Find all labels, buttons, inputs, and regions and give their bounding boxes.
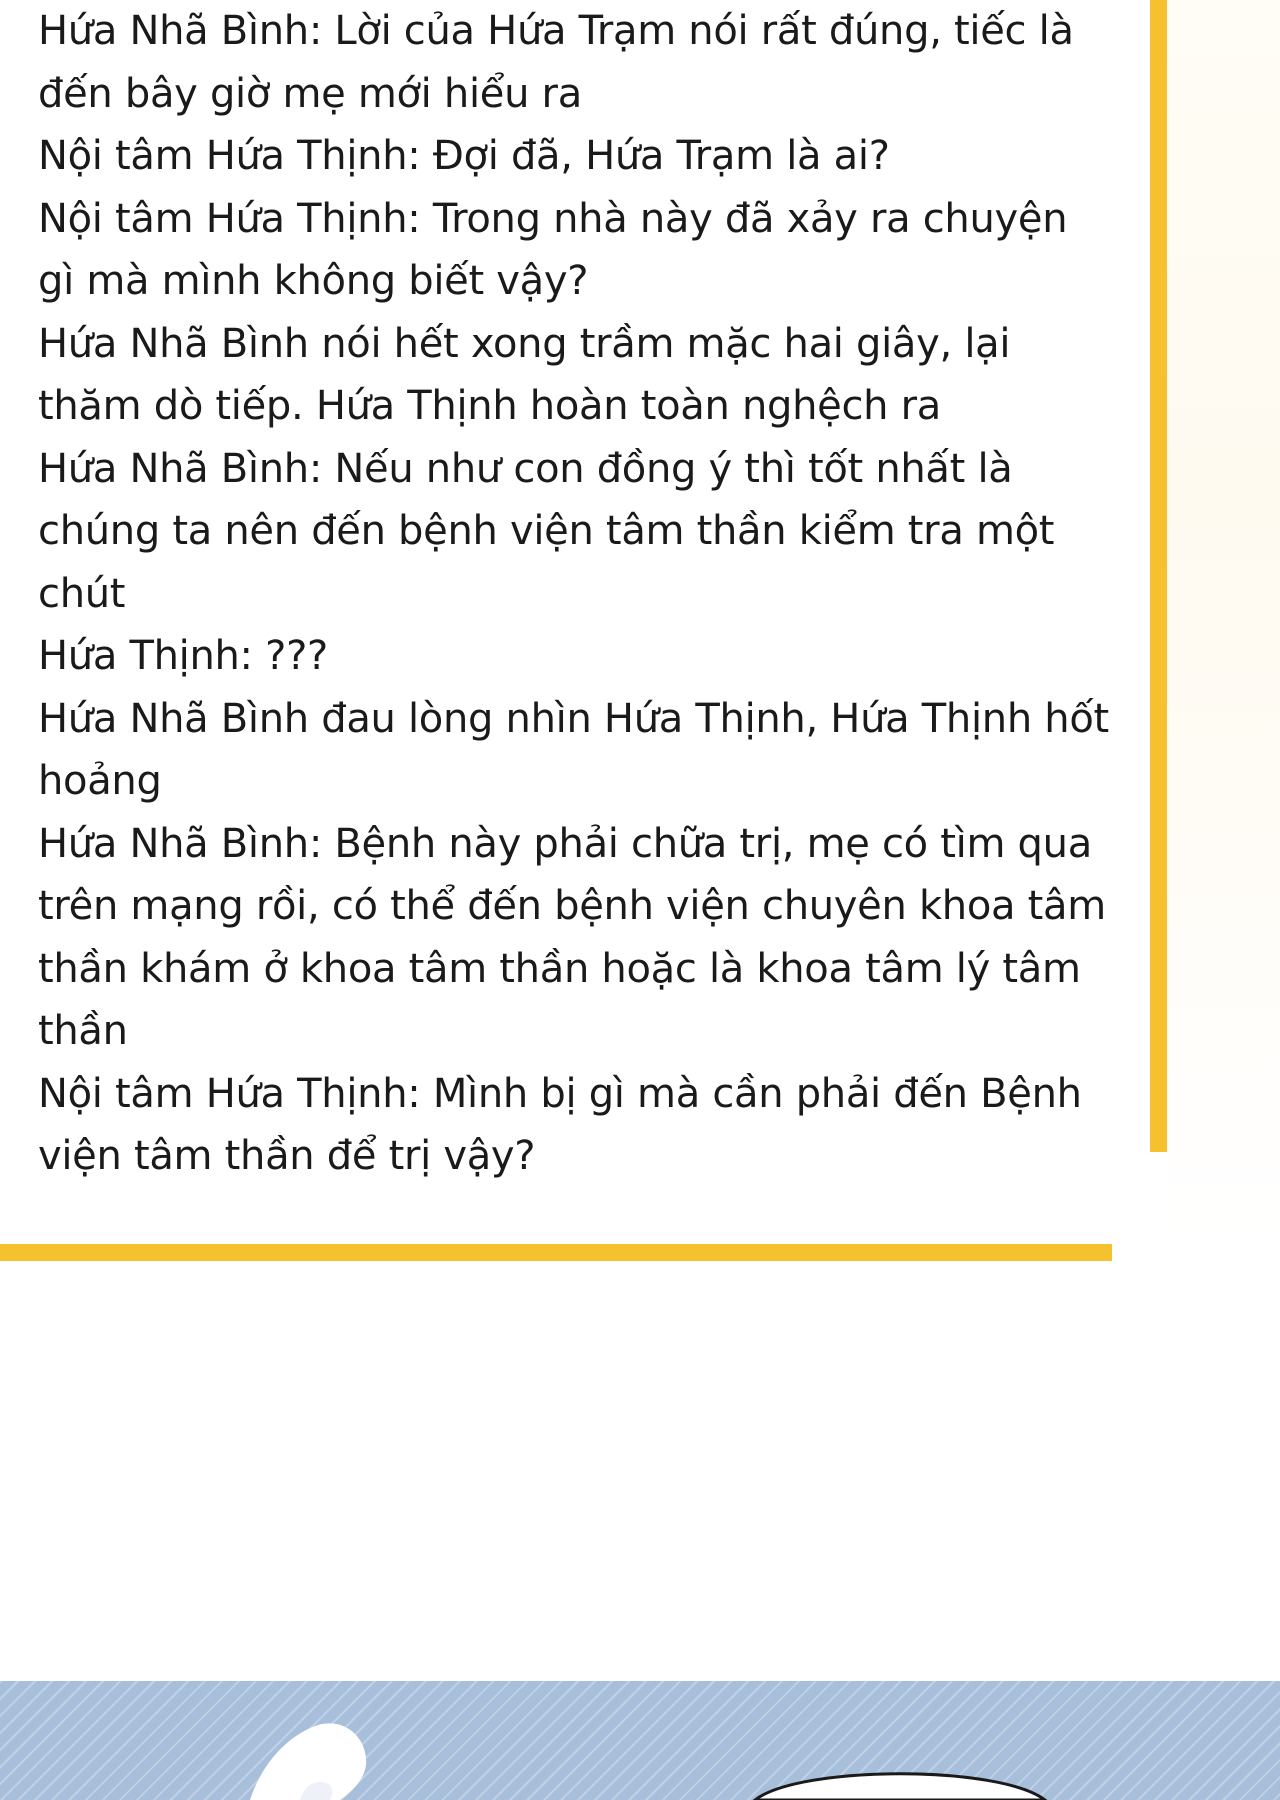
dialogue-line: thần [38, 1008, 128, 1054]
dialogue-line: thăm dò tiếp. Hứa Thịnh hoàn toàn nghệch ra [38, 383, 941, 429]
dialogue-line: chúng ta nên đến bệnh viện tâm thần kiểm tra một [38, 508, 1055, 554]
dialogue-line: Nội tâm Hứa Thịnh: Trong nhà này đã xảy ra chuyện [38, 195, 1068, 242]
dialogue-line: Nội tâm Hứa Thịnh: Mình bị gì mà cần phải đến Bệnh [38, 1070, 1082, 1117]
next-panel-illustration [0, 1681, 1280, 1800]
dialogue-line: đến bây giờ mẹ mới hiểu ra [38, 70, 582, 117]
dialogue-line: chút [38, 570, 126, 617]
dialogue-line: Hứa Nhã Bình đau lòng nhìn Hứa Thịnh, Hứa Thịnh hốt [38, 695, 1109, 742]
panel-border-right [1150, 0, 1167, 1152]
dialogue-line: Hứa Nhã Bình nói hết xong trầm mặc hai giây, lại [38, 320, 1011, 367]
background-strip [1167, 0, 1280, 1244]
dialogue-line: viện tâm thần để trị vậy? [38, 1133, 536, 1179]
dialogue-line: Nội tâm Hứa Thịnh: Đợi đã, Hứa Trạm là ai? [38, 133, 890, 179]
dialogue-line: Hứa Nhã Bình: Bệnh này phải chữa trị, mẹ có tìm qua [38, 820, 1092, 867]
dialogue-line: Hứa Thịnh: ??? [38, 633, 328, 679]
panel-border-bottom [0, 1244, 1112, 1261]
dialogue-line: trên mạng rồi, có thể đến bệnh viện chuyên khoa tâm [38, 883, 1106, 929]
illustration-shapes [0, 1681, 1280, 1800]
dialogue-line: hoảng [38, 758, 162, 804]
dialogue-line: thần khám ở khoa tâm thần hoặc là khoa tâm lý tâm [38, 945, 1081, 992]
dialogue-text-panel [38, 0, 1138, 1188]
dialogue-line: Hứa Nhã Bình: Nếu như con đồng ý thì tốt nhất là [38, 445, 1013, 492]
dialogue-line: Hứa Nhã Bình: Lời của Hứa Trạm nói rất đúng, tiếc là [38, 8, 1074, 54]
dialogue-line: gì mà mình không biết vậy? [38, 258, 589, 304]
character-head-outline [755, 1774, 1045, 1800]
